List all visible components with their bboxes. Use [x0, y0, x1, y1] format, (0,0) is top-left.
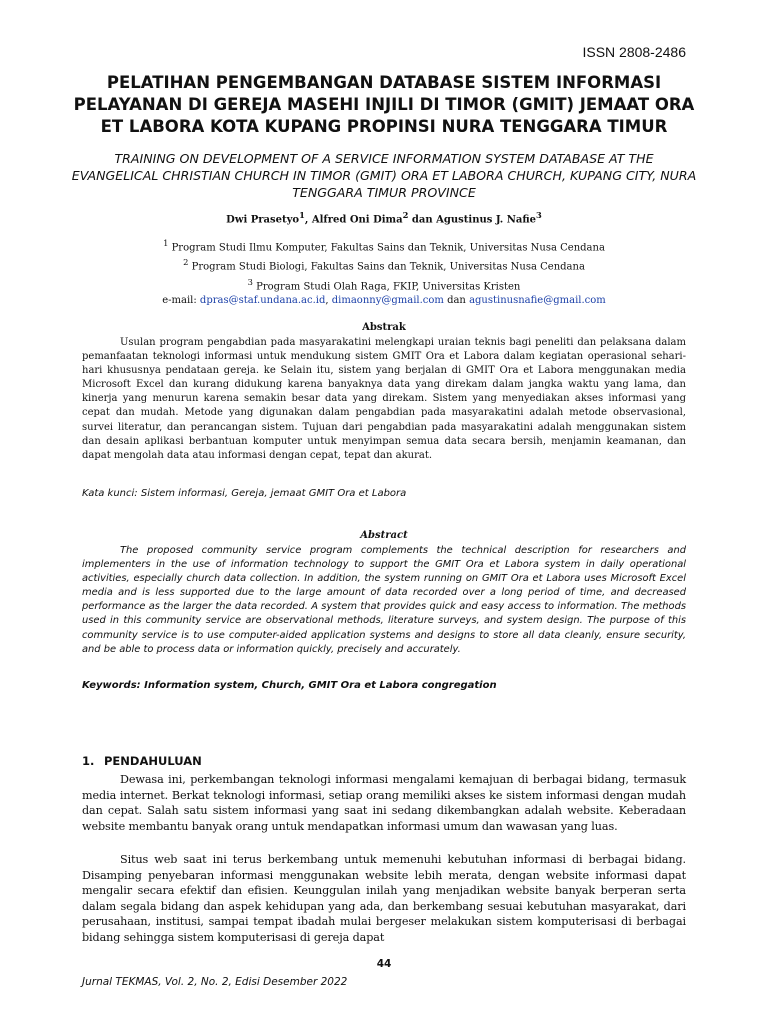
- abstract-heading: Abstract: [360, 530, 408, 541]
- email-label: e-mail:: [162, 294, 200, 306]
- kata-kunci: Kata kunci: Sistem informasi, Gereja, jemaat GMIT Ora et Labora: [82, 488, 407, 499]
- author-affiliation-marker: 3: [536, 210, 542, 220]
- affiliation-marker: 1: [163, 238, 169, 248]
- abstrak-body: Usulan program pengabdian pada masyarakatini melengkapi uraian teknis bagi peneliti dan pelaksana dalam pemanfaatan teknologi informasi untuk mendukung sistem GMIT Ora et Labora dalam kegiatan operasional sehari-hari khususnya pendataan gereja. ke Selain itu, sistem yang berjalan di GMIT Ora et Labora menggunakan media Microsoft Excel dan kurang didukung karena banyaknya data yang direkam dalam jangka waktu yang lama, dan kinerja yang menurun karena semakin besar data yang direkam. Sistem yang menyediakan akses informasi yang cepat dan mudah. Metode yang digunakan dalam pengabdian pada masyarakatini adalah metode observasional, survei literatur, dan perancangan sistem. Tujuan dari pengabdian pada masyarakatini adalah menggunakan sistem dan desain aplikasi berbantuan komputer untuk menyimpan semua data secara bersih, menjamin keamanan, dan dapat mengolah data atau informasi dengan cepat, tepat dan akurat.: [82, 337, 686, 461]
- email-link[interactable]: agustinusnafie@gmail.com: [469, 294, 606, 306]
- email-link[interactable]: dimaonny@gmail.com: [331, 294, 444, 306]
- paper-subtitle-english: TRAINING ON DEVELOPMENT OF A SERVICE INFORMATION SYSTEM DATABASE AT THE EVANGELICAL CHRISTIAN CHURCH IN TIMOR (GMIT) ORA ET LABORA CHURCH, KUPANG CITY, NURA TENGGARA TIMUR PROVINCE: [71, 151, 697, 200]
- author-line: [0, 208, 768, 227]
- email-conjunction: dan: [443, 294, 470, 306]
- author-name: , Alfred Oni Dima: [304, 214, 403, 226]
- section-number: 1.: [82, 754, 95, 768]
- affiliation-marker: 2: [183, 257, 189, 268]
- affiliation-line: [0, 236, 768, 255]
- affiliation-line: [0, 255, 768, 274]
- author-affiliation-marker: 1: [299, 210, 305, 220]
- author-name: Dwi Prasetyo: [226, 214, 300, 226]
- affiliation-line: [0, 275, 768, 294]
- page-number: 44: [376, 958, 392, 970]
- issn-label: ISSN 2808-2486: [582, 44, 686, 60]
- body-paragraph: Situs web saat ini terus berkembang untuk memenuhi kebutuhan informasi di berbagai bidang. Disamping penyebaran informasi menggunakan website lebih merata, dengan website informasi dapat mengalir secara efektif dan efisien. Keunggulan inilah yang menjadikan website banyak berperan serta dalam segala bidang dan aspek kehidupan yang ada, dan berkembang sesuai kebutuhan masyarakat, dari perusahaan, institusi, sampai tempat ibadah mulai bergeser melakukan sistem komputerisasi di berbagai bidang sehingga sistem komputerisasi di gereja dapat: [82, 853, 686, 944]
- section-heading: [82, 754, 202, 768]
- paper-title: PELATIHAN PENGEMBANGAN DATABASE SISTEM INFORMASI PELAYANAN DI GEREJA MASEHI INJILI DI TIMOR (GMIT) JEMAAT ORA ET LABORA KOTA KUPANG PROPINSI NURA TENGGARA TIMUR: [73, 73, 695, 136]
- email-separator: ,: [325, 294, 332, 306]
- affiliation-text: Program Studi Olah Raga, FKIP, Universitas Kristen: [252, 280, 521, 292]
- abstrak-heading: Abstrak: [362, 322, 406, 333]
- author-name: dan Agustinus J. Nafie: [408, 214, 537, 226]
- affiliations: [0, 236, 768, 308]
- email-link[interactable]: dpras@staf.undana.ac.id: [199, 294, 326, 306]
- affiliation-marker: 3: [247, 276, 253, 287]
- section-title: PENDAHULUAN: [104, 754, 202, 768]
- affiliation-text: Program Studi Biologi, Fakultas Sains dan Teknik, Universitas Nusa Cendana: [188, 261, 585, 273]
- email-line: [0, 294, 768, 308]
- body-paragraph: Dewasa ini, perkembangan teknologi informasi mengalami kemajuan di berbagai bidang, termasuk media internet. Berkat teknologi informasi, setiap orang memiliki akses ke sistem informasi dengan mudah dan cepat. Salah satu sistem informasi yang saat ini sedang dikembangkan adalah website. Keberadaan website membantu banyak orang untuk mendapatkan informasi umum dan wawasan yang luas.: [82, 773, 686, 833]
- abstract-body: The proposed community service program complements the technical description for researchers and implementers in the use of information technology to support the GMIT Ora et Labora system in daily operational activities, especially church data collection. In addition, the system running on GMIT Ora et Labora uses Microsoft Excel media and is less supported due to the large amount of data recorded over a long period of time, and decreased performance as the larger the data recorded. A system that provides quick and easy access to information. The methods used in this community service are observational methods, literature surveys, and system design. The purpose of this community service is to use computer-aided application systems and designs to store all data cleanly, ensure security, and be able to process data or information quickly, precisely and accurately.: [82, 545, 686, 655]
- journal-footer: Jurnal TEKMAS, Vol. 2, No. 2, Edisi Desember 2022: [82, 976, 348, 988]
- keywords: Keywords: Information system, Church, GMIT Ora et Labora congregation: [82, 680, 497, 691]
- author-affiliation-marker: 2: [402, 210, 409, 220]
- affiliation-text: Program Studi Ilmu Komputer, Fakultas Sains dan Teknik, Universitas Nusa Cendana: [168, 242, 605, 254]
